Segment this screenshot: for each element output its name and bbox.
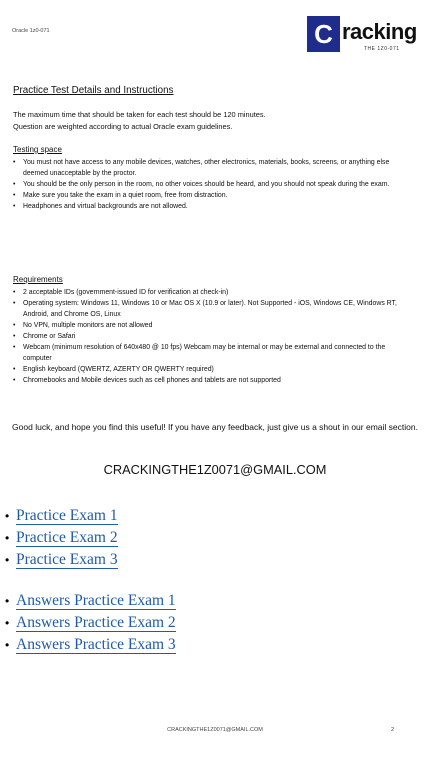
list-item: • Headphones and virtual backgrounds are not allowed. [13, 201, 398, 212]
list-item: • 2 acceptable IDs (government-issued ID for verification at check-in) [13, 287, 398, 298]
practice-exam-2-link[interactable]: Practice Exam 2 [16, 529, 118, 546]
section-title: Practice Test Details and Instructions [13, 85, 174, 96]
list-item: • Practice Exam 2 [5, 529, 118, 546]
list-item: • Practice Exam 3 [5, 551, 118, 568]
list-item: • You must not have access to any mobile devices, watches, other electronics, materials, books, screens, or anything else deemed unacceptable by the proctor. [13, 157, 398, 179]
list-item: • Operating system: Windows 11, Windows 10 or Mac OS X (10.9 or later). Not Supported - iOS, Windows CE, Windows RT, Android, and Chrome OS, Linux [13, 298, 398, 320]
contact-email: CRACKINGTHE1Z0071@GMAIL.COM [103, 462, 327, 477]
list-item: • Chrome or Safari [13, 331, 398, 342]
logo-subtitle: THE 1Z0-071 [364, 46, 400, 52]
header-exam-code: Oracle 1z0-071 [12, 28, 50, 34]
logo-initial-box [307, 16, 340, 52]
list-item: • Chromebooks and Mobile devices such as cell phones and tablets are not supported [13, 375, 398, 386]
logo-word: racking [342, 19, 417, 44]
footer-email: CRACKINGTHE1Z0071@GMAIL.COM [167, 727, 263, 733]
list-item: • Make sure you take the exam in a quiet room, free from distraction. [13, 190, 398, 201]
practice-exam-3-link[interactable]: Practice Exam 3 [16, 551, 118, 568]
intro-paragraph [13, 109, 266, 133]
closing-text: Good luck, and hope you find this useful! If you have any feedback, just give us a shout in our email section. [12, 422, 418, 432]
list-item: • No VPN, multiple monitors are not allowed [13, 320, 398, 331]
list-item: • Practice Exam 1 [5, 507, 118, 524]
answers-exam-1-link[interactable]: Answers Practice Exam 1 [16, 592, 176, 609]
list-item: • Webcam (minimum resolution of 640x480 @ 10 fps) Webcam may be internal or may be external and connected to the computer [13, 342, 398, 364]
practice-exam-1-link[interactable]: Practice Exam 1 [16, 507, 118, 524]
testing-space-heading: Testing space [13, 145, 62, 154]
list-item: • Answers Practice Exam 2 [5, 614, 176, 631]
list-item: • Answers Practice Exam 3 [5, 636, 176, 653]
footer-page-number: 2 [391, 727, 395, 733]
requirements-heading: Requirements [13, 275, 63, 284]
answers-exam-3-link[interactable]: Answers Practice Exam 3 [16, 636, 176, 653]
answers-exam-2-link[interactable]: Answers Practice Exam 2 [16, 614, 176, 631]
intro-line: Question are weighted according to actual Oracle exam guidelines. [13, 122, 233, 131]
list-item: • English keyboard (QWERTZ, AZERTY OR QWERTY required) [13, 364, 398, 375]
list-item: • You should be the only person in the room, no other voices should be heard, and you should not speak during the exam. [13, 179, 398, 190]
list-item: • Answers Practice Exam 1 [5, 592, 176, 609]
logo-initial: C [314, 19, 333, 49]
answer-links [5, 590, 176, 656]
requirements-list [13, 287, 398, 386]
practice-exam-links [5, 505, 118, 571]
testing-space-list [13, 157, 398, 212]
cracking-logo [307, 16, 415, 58]
intro-line: The maximum time that should be taken for each test should be 120 minutes. [13, 110, 266, 119]
